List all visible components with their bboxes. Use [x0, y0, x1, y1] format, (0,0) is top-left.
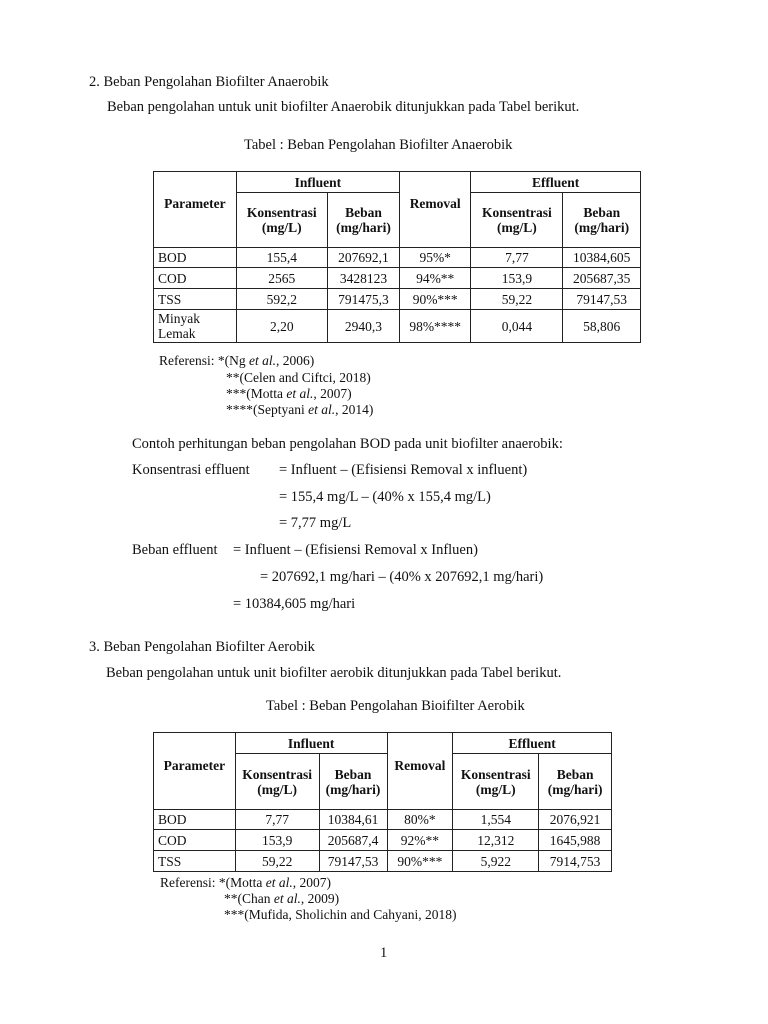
cell-param: COD [154, 268, 237, 289]
cell-ef-beban: 10384,605 [563, 248, 641, 268]
cell-ef-beban: 1645,988 [539, 830, 612, 851]
cell-removal: 90%*** [400, 289, 471, 310]
cell-in-beban: 10384,61 [319, 810, 387, 830]
table-row [154, 268, 641, 289]
cell-in-konsentrasi: 59,22 [235, 851, 319, 872]
header-effluent: Effluent [471, 172, 641, 193]
cell-ef-beban: 58,806 [563, 310, 641, 343]
table-row [154, 289, 641, 310]
section3-ref-1: Referensi: *(Motta et al., 2007) [160, 875, 331, 890]
section2-ref-3: ***(Motta et al., 2007) [226, 386, 352, 401]
table-row [154, 851, 612, 872]
cell-in-konsentrasi: 2565 [236, 268, 327, 289]
aerobic-table [153, 732, 612, 872]
cell-in-beban: 791475,3 [327, 289, 399, 310]
cell-removal: 98%**** [400, 310, 471, 343]
cell-ef-konsentrasi: 5,922 [453, 851, 539, 872]
cell-ef-konsentrasi: 12,312 [453, 830, 539, 851]
table-row [154, 830, 612, 851]
calc-beban-line1: = Influent – (Efisiensi Removal x Influen) [233, 542, 478, 558]
section3-ref-2: **(Chan et al., 2009) [224, 891, 340, 906]
header-konsentrasi-in: Konsentrasi (mg/L) [235, 754, 319, 810]
table-row [154, 310, 641, 343]
header-konsentrasi-ef: Konsentrasi (mg/L) [471, 193, 563, 248]
section3-heading: 3. Beban Pengolahan Biofilter Aerobik [89, 639, 315, 655]
cell-in-konsentrasi: 2,20 [236, 310, 327, 343]
calc-konsentrasi-line1: = Influent – (Efisiensi Removal x influent) [279, 462, 528, 478]
cell-param: BOD [154, 248, 237, 268]
section3-table-caption: Tabel : Beban Pengolahan Bioifilter Aerobik [266, 698, 525, 714]
cell-ef-konsentrasi: 59,22 [471, 289, 563, 310]
calc-konsentrasi-line2: = 155,4 mg/L – (40% x 155,4 mg/L) [279, 489, 491, 505]
table-row [154, 810, 612, 830]
header-beban-ef: Beban (mg/hari) [539, 754, 612, 810]
cell-ef-konsentrasi: 0,044 [471, 310, 563, 343]
cell-removal: 92%** [387, 830, 453, 851]
cell-in-beban: 205687,4 [319, 830, 387, 851]
cell-removal: 80%* [387, 810, 453, 830]
calc-konsentrasi-label: Konsentrasi effluent [132, 462, 250, 478]
section2-ref-1: Referensi: *(Ng et al., 2006) [159, 353, 315, 368]
header-removal: Removal [400, 172, 471, 248]
cell-in-konsentrasi: 592,2 [236, 289, 327, 310]
calc-konsentrasi-line3: = 7,77 mg/L [279, 515, 352, 531]
cell-ef-konsentrasi: 153,9 [471, 268, 563, 289]
cell-ef-beban: 205687,35 [563, 268, 641, 289]
cell-removal: 95%* [400, 248, 471, 268]
cell-ef-konsentrasi: 1,554 [453, 810, 539, 830]
header-beban-in: Beban (mg/hari) [319, 754, 387, 810]
calc-intro: Contoh perhitungan beban pengolahan BOD pada unit biofilter anaerobik: [132, 436, 563, 452]
cell-param: TSS [154, 289, 237, 310]
cell-ef-beban: 79147,53 [563, 289, 641, 310]
cell-param: Minyak Lemak [154, 310, 237, 343]
cell-param: COD [154, 830, 236, 851]
cell-in-konsentrasi: 155,4 [236, 248, 327, 268]
header-influent: Influent [235, 733, 387, 754]
table-row [154, 248, 641, 268]
header-beban-in: Beban (mg/hari) [327, 193, 399, 248]
section2-intro: Beban pengolahan untuk unit biofilter Anaerobik ditunjukkan pada Tabel berikut. [107, 99, 580, 115]
header-removal: Removal [387, 733, 453, 810]
header-parameter: Parameter [154, 733, 236, 810]
cell-in-konsentrasi: 7,77 [235, 810, 319, 830]
cell-ef-beban: 2076,921 [539, 810, 612, 830]
header-influent: Influent [236, 172, 399, 193]
section3-ref-3: ***(Mufida, Sholichin and Cahyani, 2018) [224, 907, 457, 922]
calc-beban-line2: = 207692,1 mg/hari – (40% x 207692,1 mg/hari) [260, 569, 544, 585]
anaerobic-table [153, 171, 641, 343]
section2-table-caption: Tabel : Beban Pengolahan Biofilter Anaerobik [244, 137, 513, 153]
section2-heading: 2. Beban Pengolahan Biofilter Anaerobik [89, 74, 329, 90]
cell-in-beban: 207692,1 [327, 248, 399, 268]
cell-param: BOD [154, 810, 236, 830]
header-effluent: Effluent [453, 733, 612, 754]
section3-intro: Beban pengolahan untuk unit biofilter aerobik ditunjukkan pada Tabel berikut. [106, 665, 562, 681]
cell-in-konsentrasi: 153,9 [235, 830, 319, 851]
cell-ef-konsentrasi: 7,77 [471, 248, 563, 268]
cell-ef-beban: 7914,753 [539, 851, 612, 872]
cell-param: TSS [154, 851, 236, 872]
page-number: 1 [380, 945, 388, 961]
header-parameter: Parameter [154, 172, 237, 248]
section2-ref-4: ****(Septyani et al., 2014) [226, 402, 374, 417]
header-konsentrasi-in: Konsentrasi (mg/L) [236, 193, 327, 248]
calc-beban-label: Beban effluent [132, 542, 218, 558]
calc-beban-line3: = 10384,605 mg/hari [233, 596, 356, 612]
cell-removal: 94%** [400, 268, 471, 289]
header-beban-ef: Beban (mg/hari) [563, 193, 641, 248]
cell-in-beban: 2940,3 [327, 310, 399, 343]
cell-in-beban: 3428123 [327, 268, 399, 289]
cell-removal: 90%*** [387, 851, 453, 872]
cell-in-beban: 79147,53 [319, 851, 387, 872]
header-konsentrasi-ef: Konsentrasi (mg/L) [453, 754, 539, 810]
section2-ref-2: **(Celen and Ciftci, 2018) [226, 370, 371, 385]
